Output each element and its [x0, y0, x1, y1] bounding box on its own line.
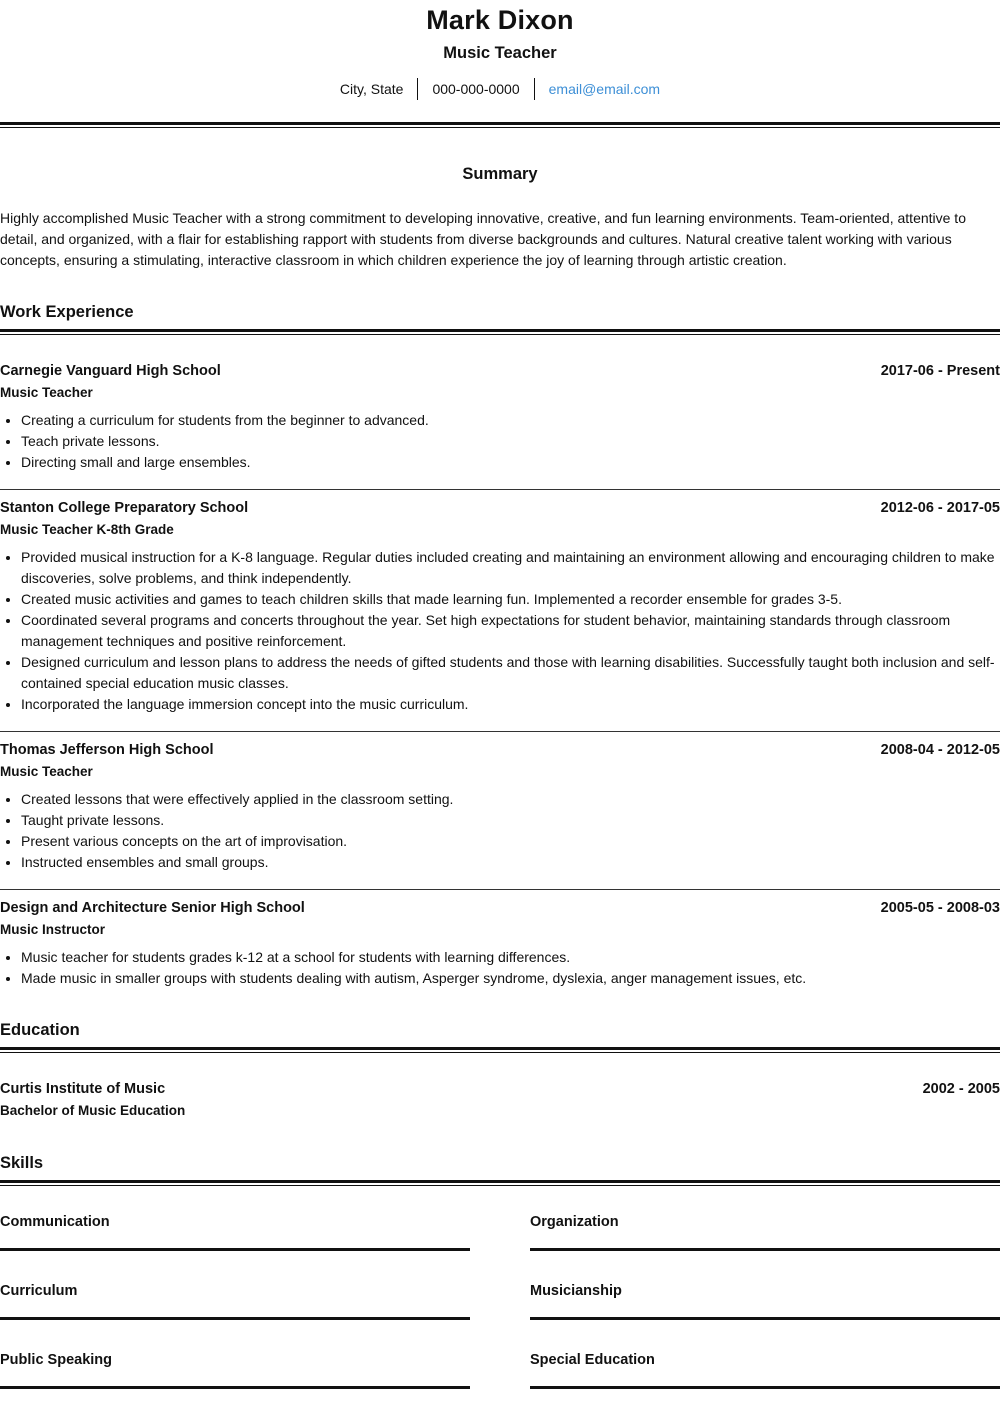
education-school: Curtis Institute of Music	[0, 1081, 166, 1097]
job-dates: 2005-05 - 2008-03	[880, 900, 1000, 916]
skills-grid	[0, 1186, 1000, 1389]
skill-item: Special Education	[530, 1320, 1000, 1389]
job-entry	[0, 490, 1000, 731]
education-degree: Bachelor of Music Education	[0, 1103, 186, 1118]
work-experience-heading: Work Experience	[0, 303, 134, 321]
contact-phone: 000-000-0000	[417, 78, 533, 100]
summary-section	[0, 163, 1000, 271]
skills-column-left	[0, 1186, 470, 1389]
education-dates: 2002 - 2005	[922, 1081, 1000, 1097]
skill-item: Public Speaking	[0, 1320, 470, 1389]
education-section	[0, 1019, 1000, 1120]
skill-item: Musicianship	[530, 1251, 1000, 1320]
job-bullet: • Taught private lessons.	[21, 810, 1000, 831]
skills-heading: Skills	[0, 1154, 44, 1172]
job-dates: 2008-04 - 2012-05	[880, 742, 1000, 758]
contact-email-link[interactable]: email@email.com	[534, 78, 674, 100]
summary-text: Highly accomplished Music Teacher with a strong commitment to developing innovative, creative, and fun learning environments. Team-oriented, attentive to detail, and organized, with a flair for establishing rapport with students from diverse backgrounds and cultures. Natural creative talent working with various concepts, ensuring a stimulating, interactive classroom in which children experience the joy of learning through artistic creation.	[0, 210, 966, 268]
job-company: Stanton College Preparatory School	[0, 500, 249, 516]
header-divider	[0, 122, 1000, 128]
job-bullet: • Teach private lessons.	[21, 431, 1000, 452]
job-bullet: • Provided musical instruction for a K-8 language. Regular duties included creating and maintaining an environment allowing and encouraging children to make discoveries, solve problems, and think independently.	[21, 547, 1000, 589]
job-bullet: • Directing small and large ensembles.	[21, 452, 1000, 473]
skill-item: Communication	[0, 1186, 470, 1251]
work-experience-section	[0, 301, 1000, 989]
job-bullets	[0, 410, 1000, 473]
job-bullet: • Instructed ensembles and small groups.	[21, 852, 1000, 873]
job-bullet: • Created music activities and games to teach children skills that made learning fun. Implemented a recorder ensemble for grades 3-5.	[21, 589, 1000, 610]
job-role: Music Instructor	[0, 922, 106, 937]
skills-section	[0, 1152, 1000, 1389]
job-bullet: • Incorporated the language immersion concept into the music curriculum.	[21, 694, 1000, 715]
education-heading: Education	[0, 1021, 80, 1039]
job-bullets	[0, 547, 1000, 715]
job-bullet: • Music teacher for students grades k-12 at a school for students with learning differences.	[21, 947, 1000, 968]
job-bullets	[0, 789, 1000, 873]
candidate-name: Mark Dixon	[426, 5, 574, 35]
job-company: Thomas Jefferson High School	[0, 742, 214, 758]
job-bullet: • Created lessons that were effectively applied in the classroom setting.	[21, 789, 1000, 810]
job-bullets	[0, 947, 1000, 989]
job-role: Music Teacher K-8th Grade	[0, 522, 174, 537]
contact-line	[0, 78, 1000, 100]
resume-header	[0, 0, 1000, 100]
job-entry	[0, 732, 1000, 889]
skills-column-right	[530, 1186, 1000, 1389]
job-role: Music Teacher	[0, 385, 93, 400]
job-bullet: • Coordinated several programs and concerts throughout the year. Set high expectations for student behavior, maintaining standards through classroom management techniques and positive reinforcement.	[21, 610, 1000, 652]
job-bullet: • Creating a curriculum for students from the beginner to advanced.	[21, 410, 1000, 431]
job-entry	[0, 335, 1000, 489]
job-bullet: • Present various concepts on the art of improvisation.	[21, 831, 1000, 852]
job-entry	[0, 890, 1000, 989]
job-bullet: • Made music in smaller groups with students dealing with autism, Asperger syndrome, dyslexia, anger management issues, etc.	[21, 968, 1000, 989]
job-dates: 2012-06 - 2017-05	[880, 500, 1000, 516]
contact-location: City, State	[339, 81, 404, 97]
summary-heading: Summary	[462, 165, 538, 183]
job-bullet: • Designed curriculum and lesson plans to address the needs of gifted students and those with learning disabilities. Successfully taught both inclusion and self-contained special education music classes.	[21, 652, 1000, 694]
skill-item: Curriculum	[0, 1251, 470, 1320]
skill-item: Organization	[530, 1186, 1000, 1251]
candidate-title: Music Teacher	[443, 44, 557, 62]
job-dates: 2017-06 - Present	[880, 363, 1000, 379]
job-role: Music Teacher	[0, 764, 93, 779]
job-company: Design and Architecture Senior High School	[0, 900, 305, 916]
job-company: Carnegie Vanguard High School	[0, 363, 221, 379]
